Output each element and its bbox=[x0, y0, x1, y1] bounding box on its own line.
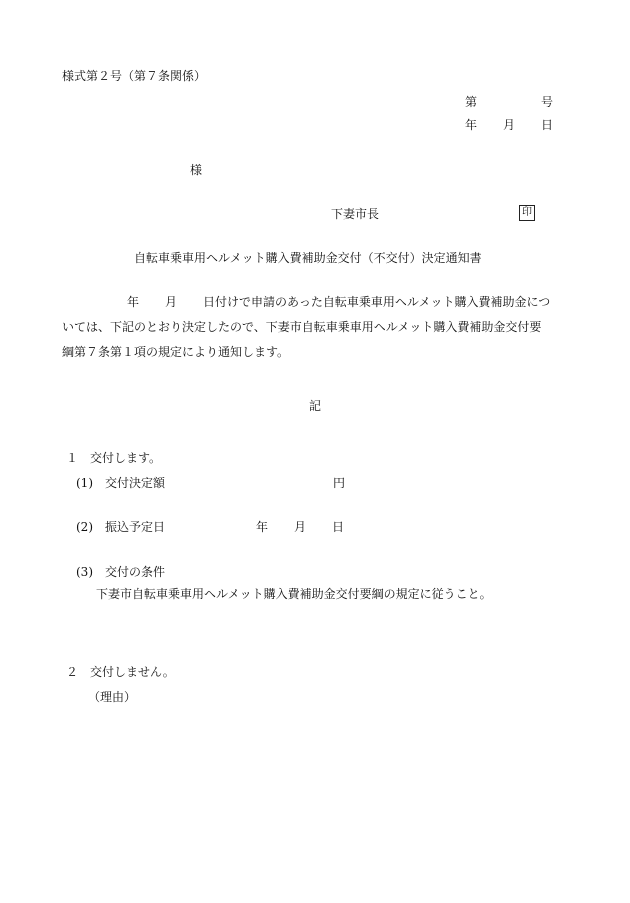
seal-mark: 印 bbox=[519, 205, 535, 221]
document-title: 自転車乗車用ヘルメット購入費補助金交付（不交付）決定通知書 bbox=[134, 251, 482, 265]
form-label: 様式第２号（第７条関係） bbox=[62, 69, 207, 83]
body-month: 月 bbox=[165, 295, 178, 309]
date-month: 月 bbox=[503, 118, 516, 132]
doc-number-dai: 第 bbox=[465, 95, 478, 109]
date-year: 年 bbox=[465, 118, 478, 132]
transfer-date-label: (2) 振込予定日 bbox=[76, 520, 165, 534]
reason-label: （理由） bbox=[88, 690, 137, 704]
addressee-suffix: 様 bbox=[190, 163, 203, 177]
body-line-2: いては、下記のとおり決定したので、下妻市自転車乗車用ヘルメット購入費補助金交付要 bbox=[62, 320, 542, 334]
section-1-heading: １ 交付します。 bbox=[66, 451, 162, 465]
ki-heading: 記 bbox=[309, 399, 322, 413]
transfer-date-year: 年 bbox=[256, 520, 269, 534]
grant-conditions-text: 下妻市自転車乗車用ヘルメット購入費補助金交付要綱の規定に従うこと。 bbox=[96, 587, 492, 601]
grant-conditions-label: (3) 交付の条件 bbox=[76, 565, 165, 579]
body-year: 年 bbox=[127, 295, 140, 309]
doc-number-go: 号 bbox=[541, 95, 554, 109]
grant-amount-label: (1) 交付決定額 bbox=[76, 476, 165, 490]
transfer-date-day: 日 bbox=[332, 520, 345, 534]
body-line-3: 綱第７条第１項の規定により通知します。 bbox=[62, 345, 290, 359]
date-day: 日 bbox=[541, 118, 554, 132]
grant-amount-unit: 円 bbox=[333, 476, 346, 490]
transfer-date-month: 月 bbox=[294, 520, 307, 534]
body-line-1: 日付けで申請のあった自転車乗車用ヘルメット購入費補助金につ bbox=[203, 295, 551, 309]
issuer-name: 下妻市長 bbox=[331, 207, 380, 221]
section-2-heading: ２ 交付しません。 bbox=[66, 665, 175, 679]
